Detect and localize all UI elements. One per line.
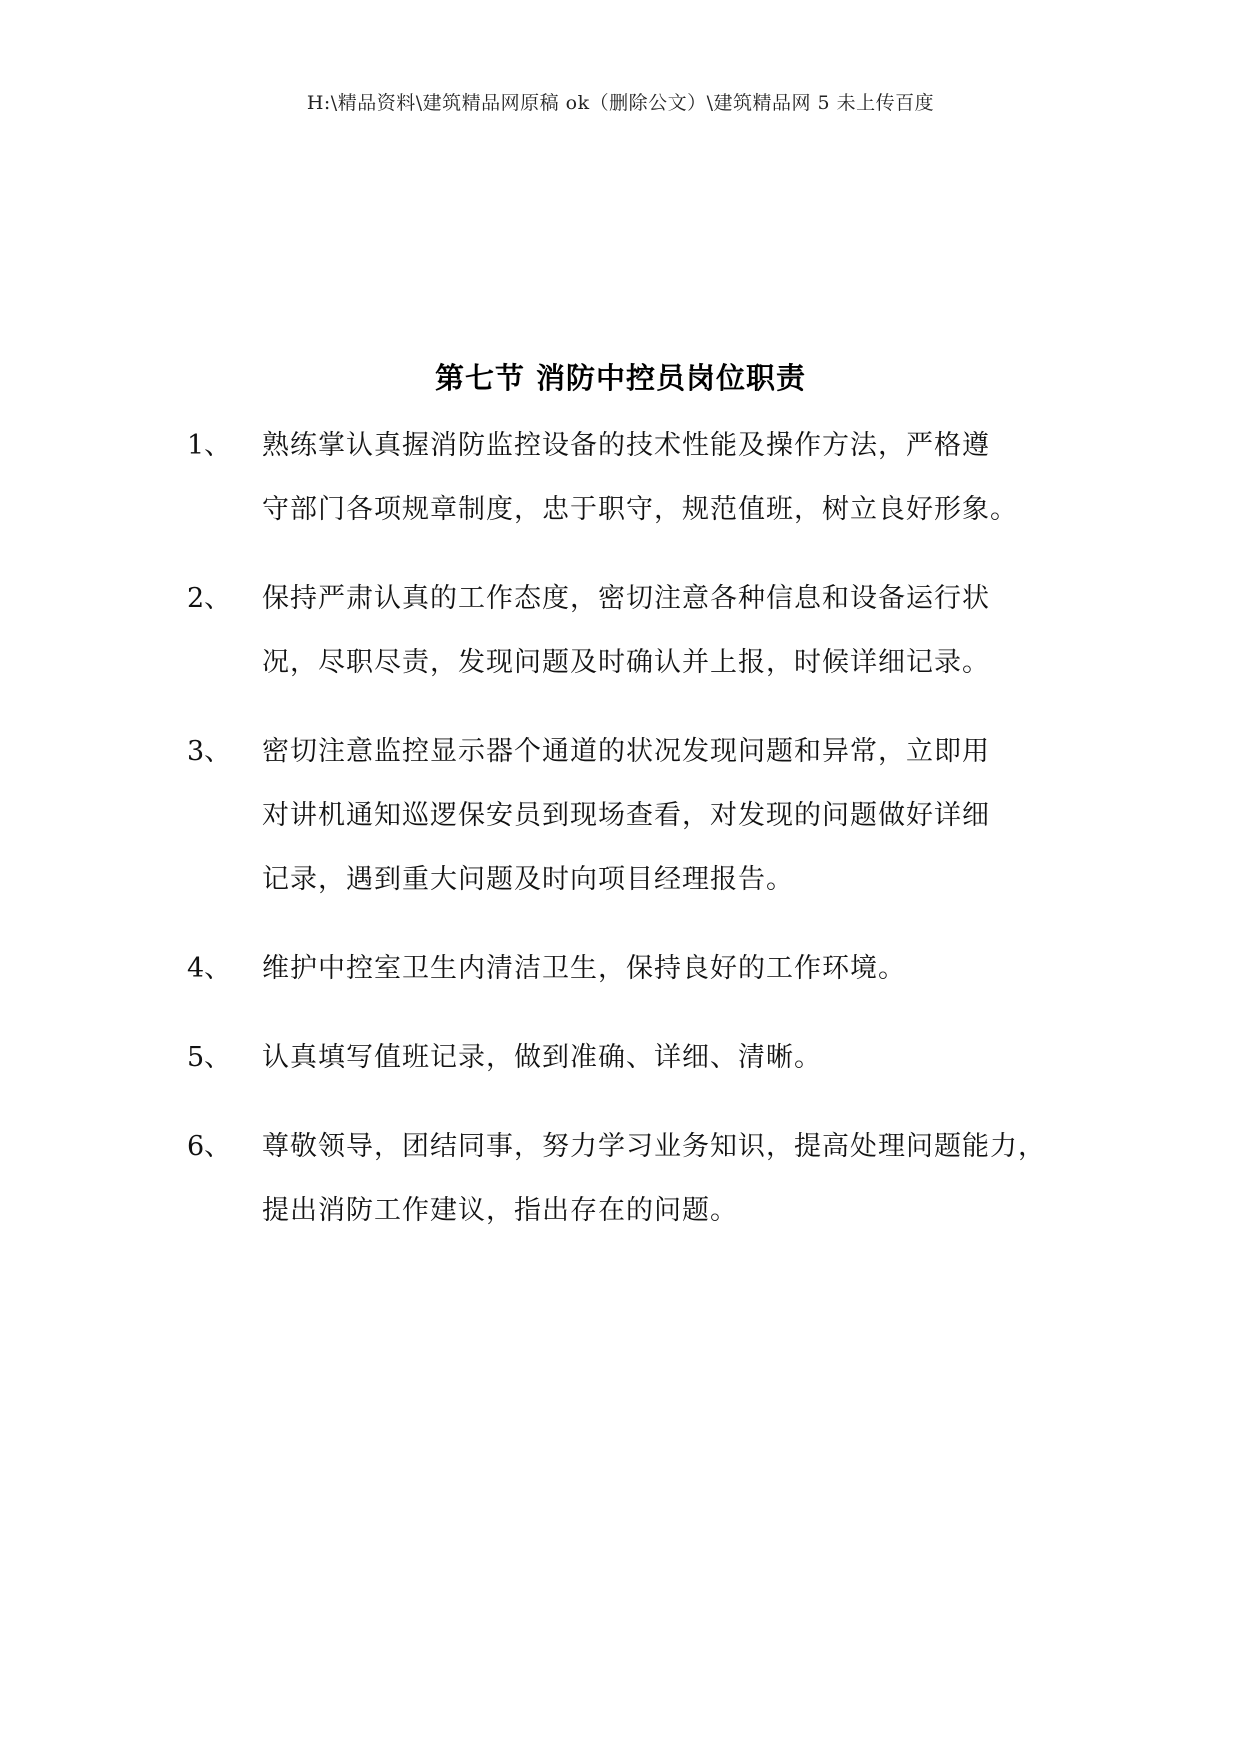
duty-item-1 [187,414,1067,542]
item-line: 记录，遇到重大问题及时向项目经理报告。 [262,864,794,895]
duty-item-2 [187,567,1067,695]
item-number: 1、 [187,430,232,461]
duty-list [187,414,1067,1268]
item-line: 密切注意监控显示器个通道的状况发现问题和异常，立即用 [262,736,990,767]
item-number: 2、 [187,583,232,614]
item-number: 4、 [187,953,232,984]
item-line: 认真填写值班记录，做到准确、详细、清晰。 [262,1042,822,1073]
item-text [262,1115,1067,1243]
duty-item-3 [187,720,1067,912]
item-text [262,720,1067,912]
item-line: 守部门各项规章制度，忠于职守，规范值班，树立良好形象。 [262,494,1018,525]
item-line: 况，尽职尽责，发现问题及时确认并上报，时候详细记录。 [262,647,990,678]
file-path-header: H:\精品资料\建筑精品网原稿 ok（删除公文）\建筑精品网 5 未上传百度 [306,92,935,114]
item-line: 熟练掌认真握消防监控设备的技术性能及操作方法，严格遵 [262,430,990,461]
duty-item-5 [187,1026,1067,1090]
item-text [262,937,1067,1001]
item-number: 3、 [187,736,232,767]
item-number: 5、 [187,1042,232,1073]
item-number: 6、 [187,1131,232,1162]
item-line: 保持严肃认真的工作态度，密切注意各种信息和设备运行状 [262,583,990,614]
item-line: 对讲机通知巡逻保安员到现场查看，对发现的问题做好详细 [262,800,990,831]
section-title: 第七节 消防中控员岗位职责 [434,361,807,395]
duty-item-6 [187,1115,1067,1243]
item-line: 维护中控室卫生内清洁卫生，保持良好的工作环境。 [262,953,906,984]
item-text [262,567,1067,695]
item-line: 尊敬领导，团结同事，努力学习业务知识，提高处理问题能力， [262,1131,1046,1162]
item-text [262,414,1067,542]
item-text [262,1026,1067,1090]
duty-item-4 [187,937,1067,1001]
item-line: 提出消防工作建议，指出存在的问题。 [262,1195,738,1226]
